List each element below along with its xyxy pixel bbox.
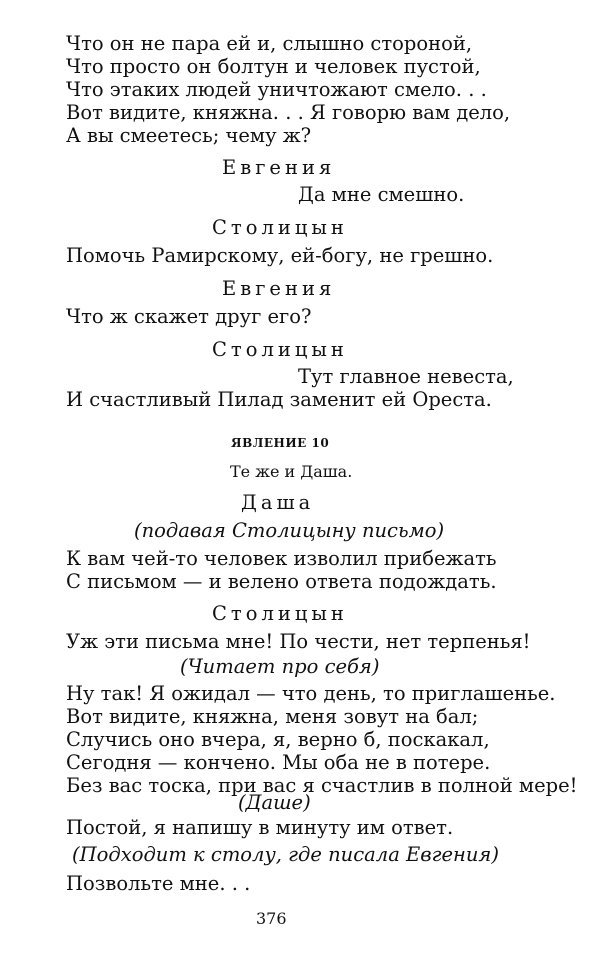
stage-direction: (подавая Столицыну письмо) bbox=[134, 519, 445, 542]
poem-line: Что он не пара ей и, слышно стороной, bbox=[66, 32, 473, 55]
poem-line: Тут главное невеста, bbox=[298, 365, 514, 388]
poem-line: Вот видите, княжна. . . Я говорю вам дело, bbox=[66, 101, 511, 124]
poem-line: Что просто он болтун и человек пустой, bbox=[66, 55, 481, 78]
poem-line: Без вас тоска, при вас я счастлив в полной мере! bbox=[66, 774, 578, 797]
poem-line: Что ж скажет друг его? bbox=[66, 305, 312, 328]
poem-line: Уж эти письма мне! По чести, нет терпенья! bbox=[66, 630, 531, 653]
poem-line: Вот видите, княжна, меня зовут на бал; bbox=[66, 705, 479, 728]
poem-line: Ну так! Я ожидал — что день, то приглашенье. bbox=[66, 682, 556, 705]
speaker-name: Столицын bbox=[212, 216, 348, 239]
speaker-name: Евгения bbox=[222, 156, 336, 179]
poem-line: С письмом — и велено ответа подождать. bbox=[66, 570, 497, 593]
page-number: 376 bbox=[256, 909, 287, 928]
stage-direction: (Подходит к столу, где писала Евгения) bbox=[72, 843, 499, 866]
poem-line: Помочь Рамирскому, ей-богу, не грешно. bbox=[66, 244, 494, 267]
stage-direction: (Даше) bbox=[238, 791, 311, 814]
poem-line: К вам чей-то человек изволил прибежать bbox=[66, 547, 497, 570]
poem-line: А вы смеетесь; чему ж? bbox=[66, 124, 312, 147]
speaker-name: Даша bbox=[241, 491, 315, 514]
poem-line: Сегодня — кончено. Мы оба не в потере. bbox=[66, 751, 491, 774]
stage-direction: (Читает про себя) bbox=[180, 655, 380, 678]
speaker-name: Столицын bbox=[212, 602, 348, 625]
speaker-name: Столицын bbox=[212, 338, 348, 361]
cast-line: Те же и Даша. bbox=[230, 462, 353, 481]
speaker-name: Евгения bbox=[222, 277, 336, 300]
scene-heading: ЯВЛЕНИЕ 10 bbox=[231, 436, 330, 450]
poem-line: Что этаких людей уничтожают смело. . . bbox=[66, 78, 487, 101]
poem-line: Постой, я напишу в минуту им ответ. bbox=[66, 816, 454, 839]
poem-line: И счастливый Пилад заменит ей Ореста. bbox=[66, 388, 492, 411]
poem-line: Позвольте мне. . . bbox=[66, 872, 251, 895]
poem-line: Случись оно вчера, я, верно б, поскакал, bbox=[66, 728, 490, 751]
poem-line: Да мне смешно. bbox=[298, 183, 465, 206]
